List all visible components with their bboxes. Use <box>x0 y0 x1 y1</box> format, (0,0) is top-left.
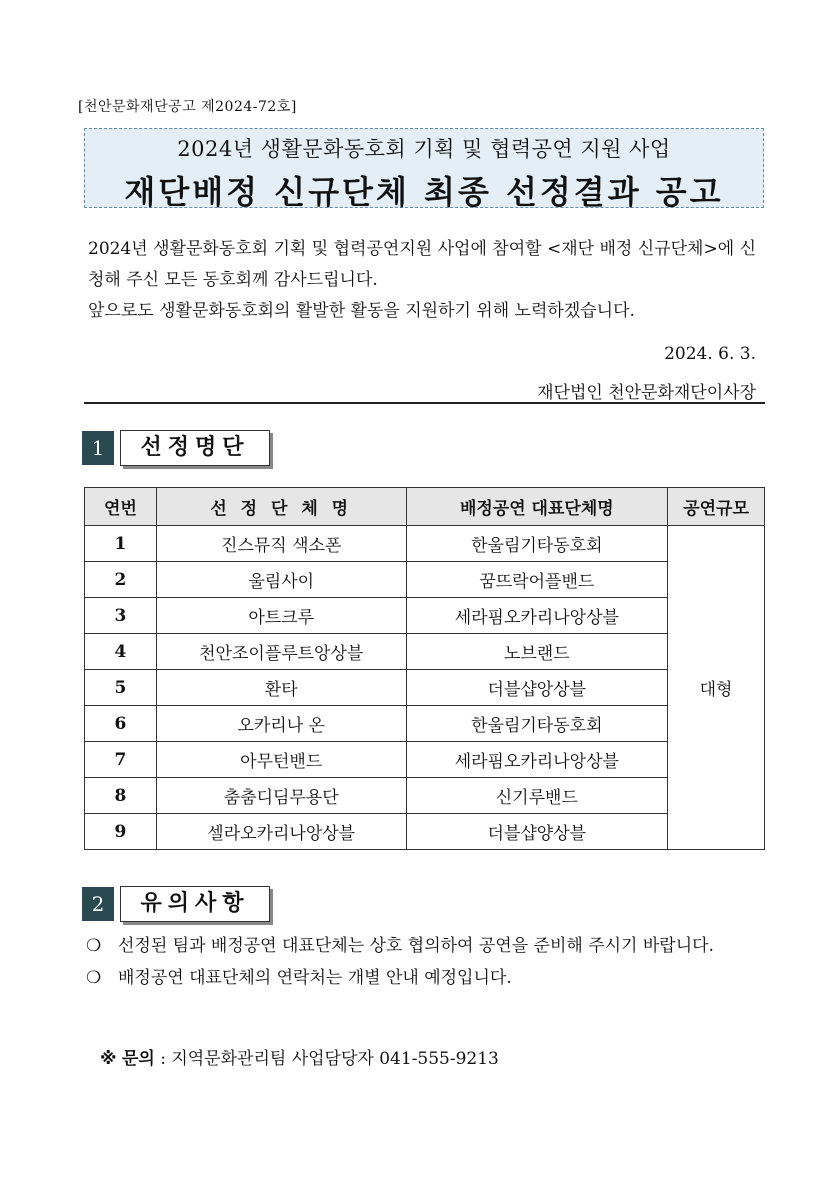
row-number: 6 <box>85 706 157 742</box>
intro-paragraph-1: 2024년 생활문화동호회 기획 및 협력공연지원 사업에 참여할 <재단 배정 신규단체>에 신청해 주신 모든 동호회께 감사드립니다. <box>88 239 756 290</box>
notice-date: 2024. 6. 3. <box>664 344 756 364</box>
lead-group-name: 세라핌오카리나앙상블 <box>406 598 668 634</box>
title-box <box>84 128 764 211</box>
contact-line <box>100 1044 499 1069</box>
list-item <box>86 930 766 962</box>
notice-number: [천안문화재단공고 제2024-72호] <box>78 99 297 115</box>
document-subtitle: 2024년 생활문화동호회 기획 및 협력공연 지원 사업 <box>177 137 671 161</box>
note-text: 배정공연 대표단체의 연락처는 개별 안내 예정입니다. <box>118 968 512 988</box>
section-2-number: 2 <box>82 887 114 921</box>
row-number: 2 <box>85 562 157 598</box>
group-name: 환타 <box>156 670 406 706</box>
table-row <box>85 634 765 670</box>
selection-table <box>84 487 765 850</box>
circle-bullet-icon: ❍ <box>86 968 102 988</box>
divider <box>84 402 765 404</box>
contact-label: 문의 <box>121 1049 155 1069</box>
row-number: 8 <box>85 778 157 814</box>
document-title: 재단배정 신규단체 최종 선정결과 공고 <box>124 173 724 211</box>
column-header-scale: 공연규모 <box>668 488 765 526</box>
group-name: 춤춤디딤무용단 <box>156 778 406 814</box>
table-row <box>85 778 765 814</box>
row-number: 5 <box>85 670 157 706</box>
table-row <box>85 562 765 598</box>
column-header-lead: 배정공연 대표단체명 <box>406 488 668 526</box>
contact-separator: : <box>160 1049 166 1069</box>
table-row <box>85 670 765 706</box>
lead-group-name: 세라핌오카리나앙상블 <box>406 742 668 778</box>
intro-text <box>88 234 756 327</box>
group-name: 셀라오카리나앙상블 <box>156 814 406 850</box>
row-number: 4 <box>85 634 157 670</box>
lead-group-name: 신기루밴드 <box>406 778 668 814</box>
list-item <box>86 962 766 994</box>
group-name: 아트크루 <box>156 598 406 634</box>
signer: 재단법인 천안문화재단이사장 <box>537 383 756 403</box>
group-name: 천안조이플루트앙상블 <box>156 634 406 670</box>
note-text: 선정된 팀과 배정공연 대표단체는 상호 협의하여 공연을 준비해 주시기 바랍니다. <box>118 936 714 956</box>
table-row <box>85 814 765 850</box>
lead-group-name: 더블샵양상블 <box>406 814 668 850</box>
group-name: 울림사이 <box>156 562 406 598</box>
row-number: 3 <box>85 598 157 634</box>
lead-group-name: 더블샵앙상블 <box>406 670 668 706</box>
column-header-no: 연번 <box>85 488 157 526</box>
table-row <box>85 526 765 562</box>
table-row <box>85 598 765 634</box>
circle-bullet-icon: ❍ <box>86 936 102 956</box>
table-row <box>85 706 765 742</box>
group-name: 진스뮤직 색소폰 <box>156 526 406 562</box>
table-row <box>85 742 765 778</box>
column-header-group: 선 정 단 체 명 <box>156 488 406 526</box>
lead-group-name: 꿈뜨락어플밴드 <box>406 562 668 598</box>
lead-group-name: 노브랜드 <box>406 634 668 670</box>
section-1-number: 1 <box>82 431 114 465</box>
performance-scale: 대형 <box>668 526 765 850</box>
notes-list <box>86 930 766 994</box>
lead-group-name: 한울림기타동호회 <box>406 706 668 742</box>
group-name: 오카리나 온 <box>156 706 406 742</box>
group-name: 아무턴밴드 <box>156 742 406 778</box>
table-header-row <box>85 488 765 526</box>
row-number: 1 <box>85 526 157 562</box>
section-1-title: 선정명단 <box>120 430 270 466</box>
intro-paragraph-2: 앞으로도 생활문화동호회의 활발한 활동을 지원하기 위해 노력하겠습니다. <box>88 301 635 321</box>
contact-text: 지역문화관리팀 사업담당자 041-555-9213 <box>171 1049 499 1069</box>
section-2-title: 유의사항 <box>120 886 270 922</box>
reference-mark-icon: ※ <box>100 1049 117 1069</box>
row-number: 9 <box>85 814 157 850</box>
row-number: 7 <box>85 742 157 778</box>
lead-group-name: 한울림기타동호회 <box>406 526 668 562</box>
